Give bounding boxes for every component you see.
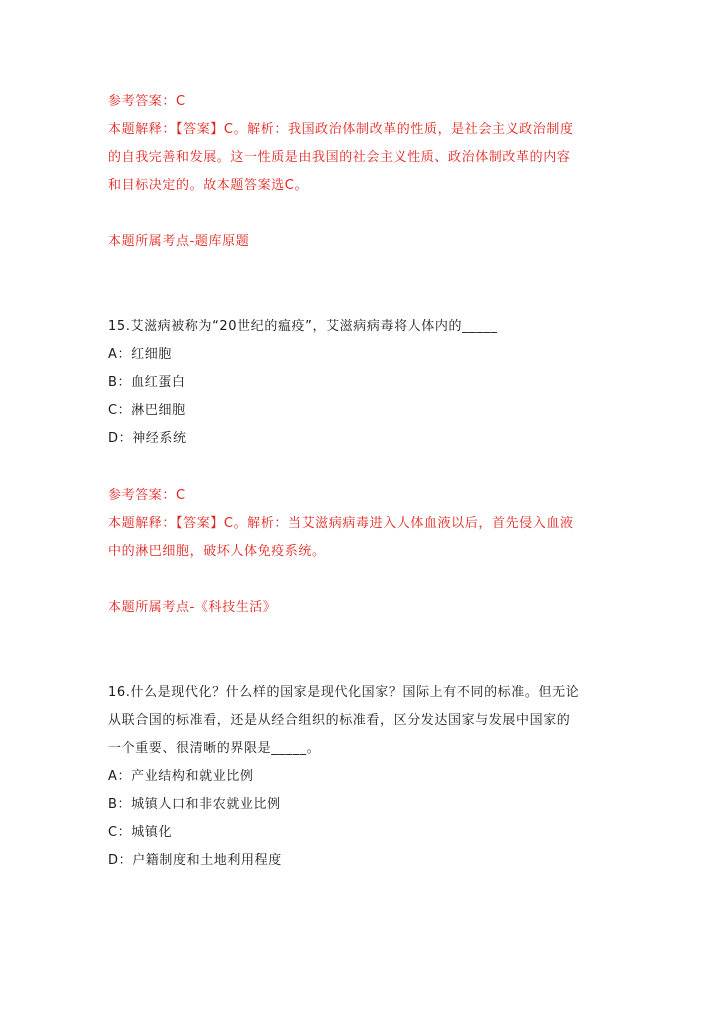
option-b: B：城镇人口和非农就业比例 (108, 797, 281, 812)
explanation-line: 和目标决定的。故本题答案选C。 (108, 178, 309, 193)
explanation-line: 的自我完善和发展。这一性质是由我国的社会主义性质、政治体制改革的内容 (108, 150, 571, 165)
topic-line: 本题所属考点-《科技生活》 (108, 600, 277, 615)
question-stem: 一个重要、很清晰的界限是_____。 (108, 741, 321, 756)
explanation-line: 本题解释：【答案】C。解析：当艾滋病病毒进入人体血液以后，首先侵入血液 (108, 516, 574, 531)
option-a: A：产业结构和就业比例 (108, 769, 254, 784)
option-d: D：神经系统 (108, 431, 187, 446)
option-d: D：户籍制度和土地利用程度 (108, 853, 282, 868)
question-stem: 16.什么是现代化？什么样的国家是现代化国家？国际上有不同的标准。但无论 (108, 685, 580, 700)
question-stem: 15.艾滋病被称为“20世纪的瘟疫”，艾滋病病毒将人体内的_____ (108, 319, 498, 334)
option-a: A：红细胞 (108, 347, 172, 362)
explanation-line: 本题解释：【答案】C。解析：我国政治体制改革的性质，是社会主义政治制度 (108, 122, 574, 137)
option-b: B：血红蛋白 (108, 375, 186, 390)
answer-line: 参考答案：C (108, 94, 186, 109)
option-c: C：淋巴细胞 (108, 403, 186, 418)
question-stem: 从联合国的标准看，还是从经合组织的标准看，区分发达国家与发展中国家的 (108, 713, 571, 728)
topic-line: 本题所属考点-题库原题 (108, 234, 250, 249)
explanation-line: 中的淋巴细胞，破坏人体免疫系统。 (108, 544, 326, 559)
answer-line: 参考答案：C (108, 488, 186, 503)
option-c: C：城镇化 (108, 825, 173, 840)
